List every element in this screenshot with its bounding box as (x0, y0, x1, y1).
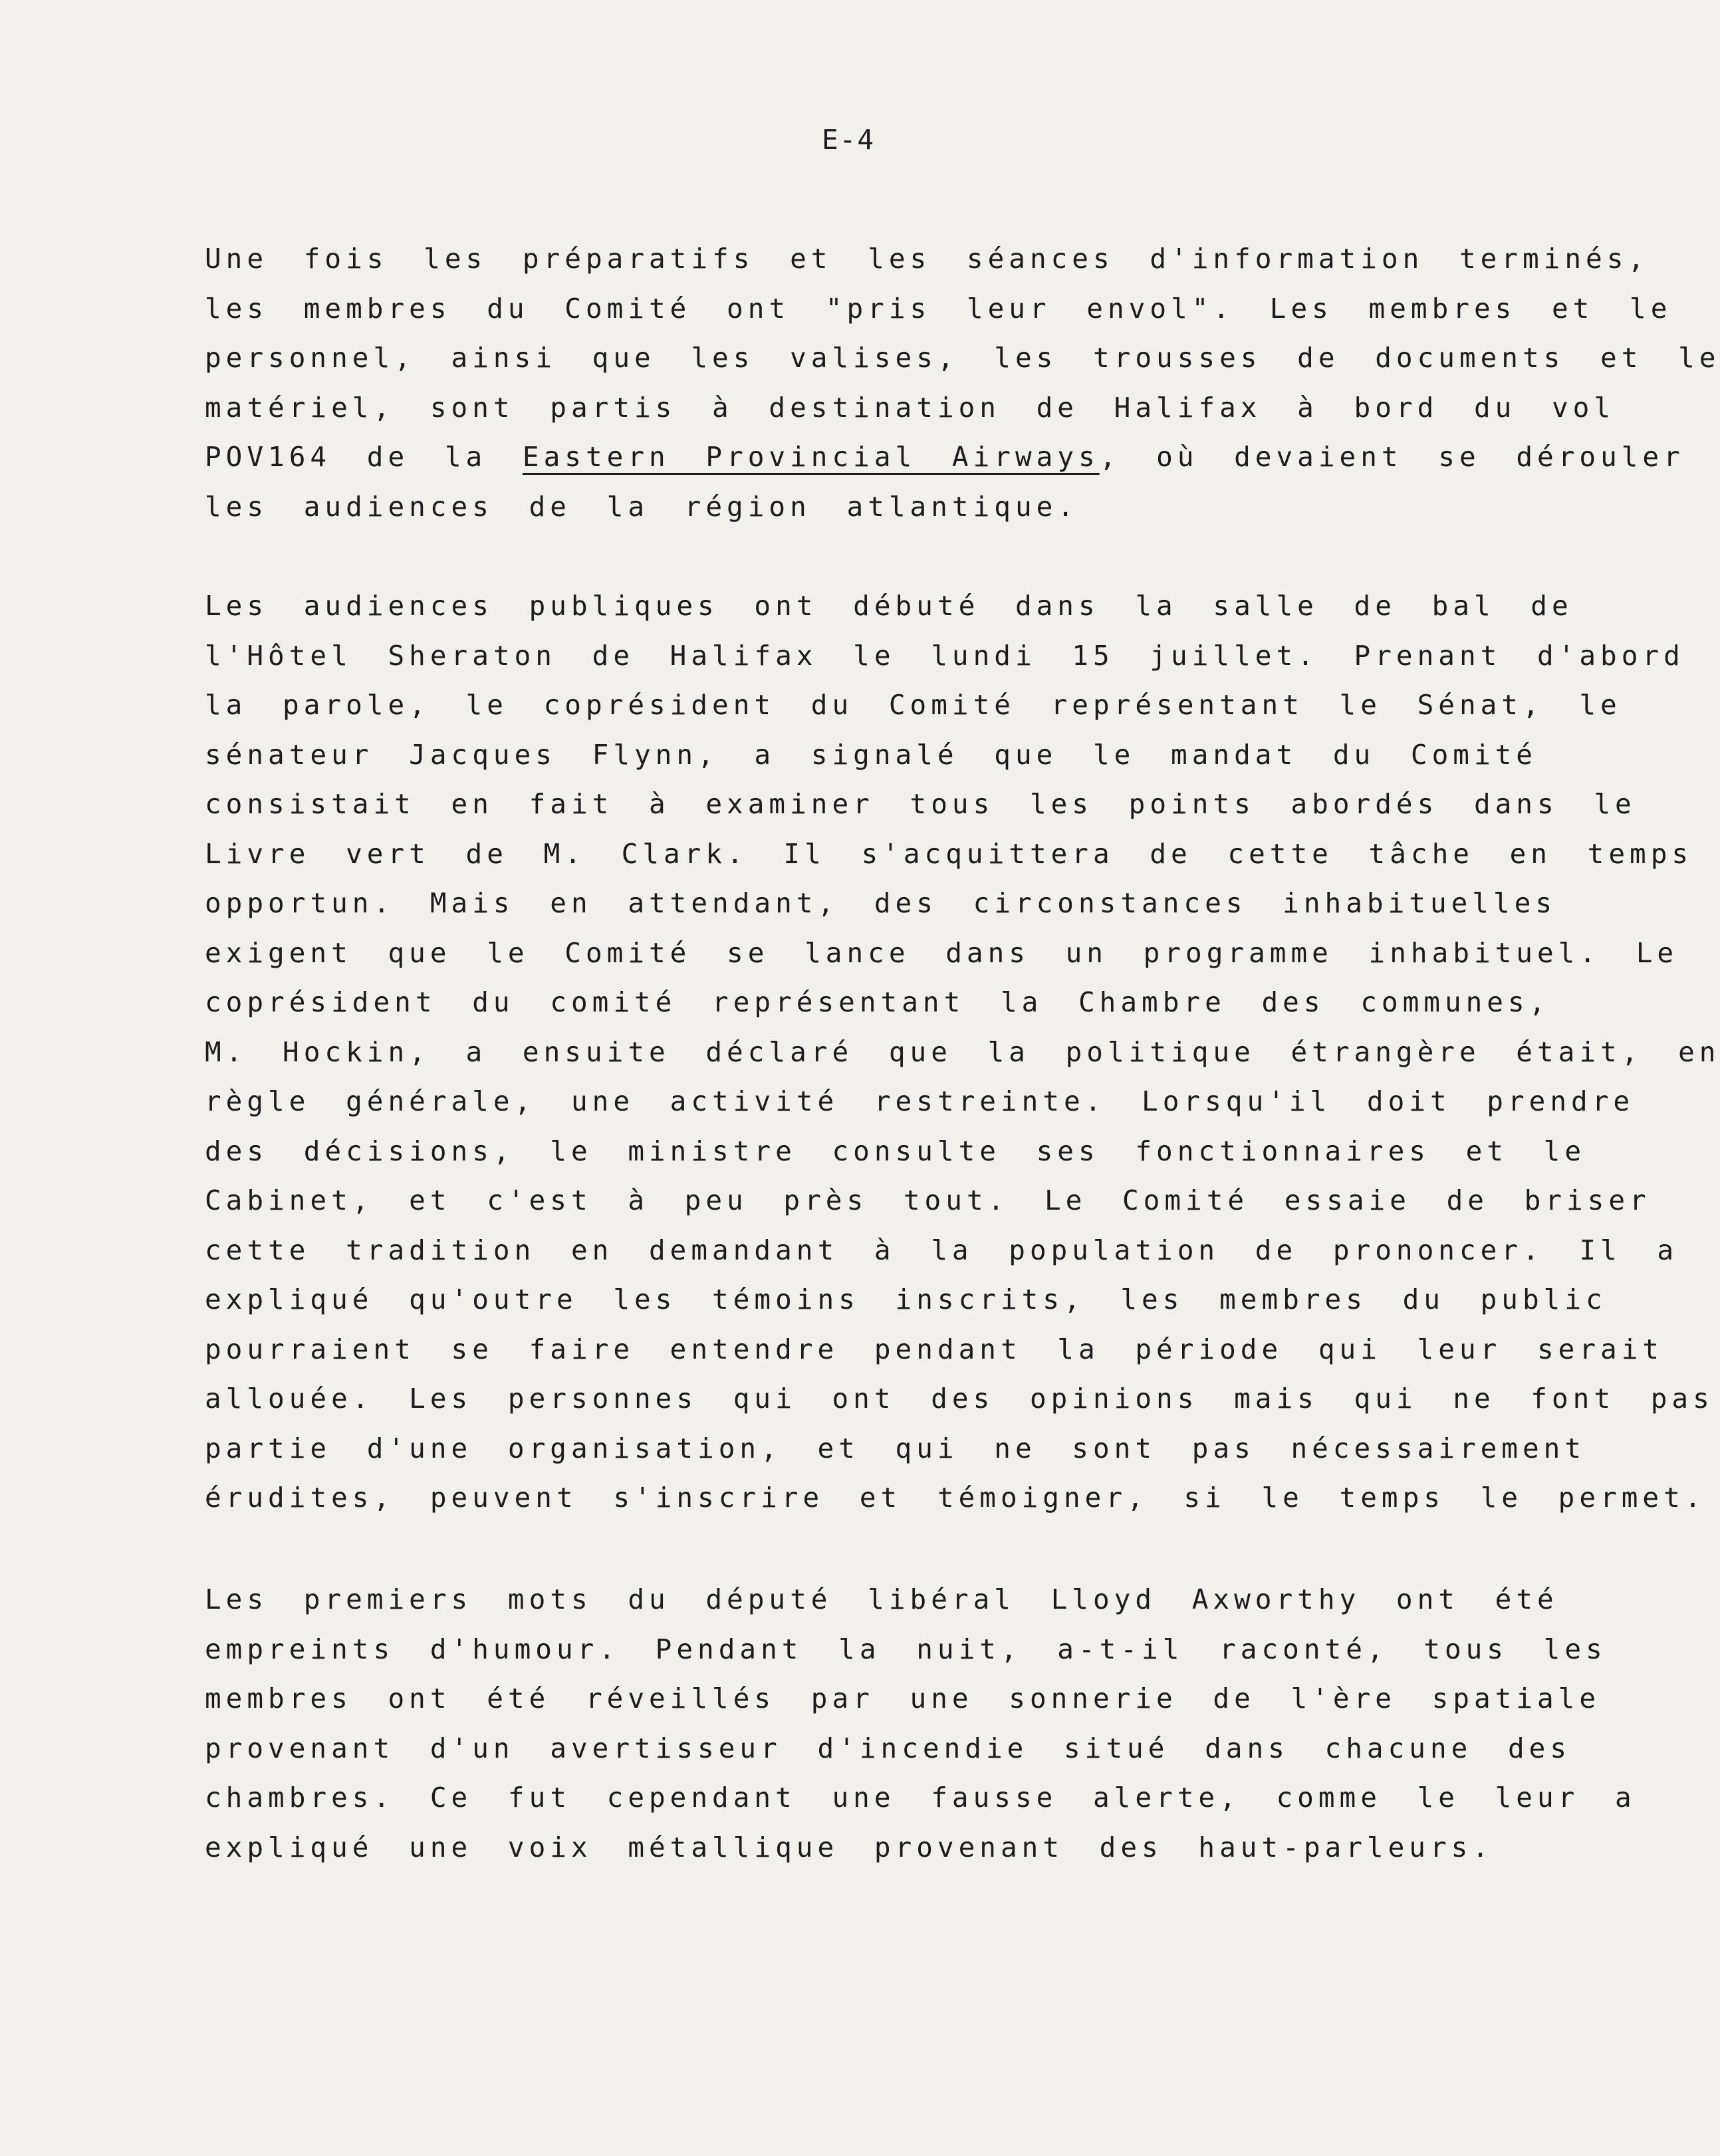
paragraph-departure (205, 234, 1720, 531)
text-line: expliqué qu'outre les témoins inscrits, les membres du public (205, 1283, 1607, 1315)
text-line: partie d'une organisation, et qui ne sont pas nécessairement (205, 1432, 1586, 1464)
text-line: opportun. Mais en attendant, des circonstances inhabituelles (205, 887, 1557, 919)
text-line (205, 432, 1685, 482)
text-line: les audiences de la région atlantique. (205, 490, 1078, 523)
text-line: matériel, sont partis à destination de Halifax à bord du vol (205, 391, 1616, 424)
text-line: membres ont été réveillés par une sonnerie de l'ère spatiale (205, 1683, 1601, 1714)
text-line: expliqué une voix métallique provenant des haut-parleurs. (205, 1831, 1493, 1863)
text-line-start: POV164 de la (205, 441, 523, 473)
text-line: exigent que le Comité se lance dans un programme inhabituel. Le (205, 936, 1679, 969)
text-line: Une fois les préparatifs et les séances d'information terminés, (205, 243, 1650, 275)
text-line: chambres. Ce fut cependant une fausse alerte, comme le leur a (205, 1782, 1636, 1814)
text-line: personnel, ainsi que les valises, les trousses de documents et le (205, 342, 1720, 374)
text-line: allouée. Les personnes qui ont des opinions mais qui ne font pas (205, 1383, 1714, 1415)
text-line: consistait en fait à examiner tous les points abordés dans le (205, 788, 1636, 820)
text-line: l'Hôtel Sheraton de Halifax le lundi 15 juillet. Prenant d'abord (205, 639, 1685, 672)
text-line: érudites, peuvent s'inscrire et témoigner, si le temps le permet. (205, 1482, 1706, 1514)
paragraph-hearings (205, 581, 1720, 1523)
text-line: provenant d'un avertisseur d'incendie situé dans chacune des (205, 1732, 1572, 1764)
text-line: Cabinet, et c'est à peu près tout. Le Comité essaie de briser (205, 1184, 1651, 1216)
text-line: coprésident du comité représentant la Chambre des communes, (205, 986, 1550, 1018)
text-line: empreints d'humour. Pendant la nuit, a-t-il raconté, tous les (205, 1633, 1607, 1665)
text-line: Les audiences publiques ont débuté dans la salle de bal de (205, 590, 1573, 622)
text-line: règle générale, une activité restreinte. Lorsqu'il doit prendre (205, 1085, 1635, 1117)
text-line: Livre vert de M. Clark. Il s'acquittera de cette tâche en temps (205, 837, 1693, 870)
text-line: les membres du Comité ont "pris leur envol". Les membres et le (205, 292, 1672, 325)
page-number: E-4 (822, 124, 876, 156)
text-line: M. Hockin, a ensuite déclaré que la politique étrangère était, en (205, 1035, 1720, 1068)
paragraph-axworthy (205, 1575, 1636, 1872)
text-line: sénateur Jacques Flynn, a signalé que le mandat du Comité (205, 738, 1537, 771)
text-line: pourraient se faire entendre pendant la période qui leur serait (205, 1333, 1664, 1365)
text-line: Les premiers mots du député libéral Lloyd Axworthy ont été (205, 1583, 1558, 1615)
text-line-end: , où devaient se dérouler (1099, 441, 1685, 473)
text-line: des décisions, le ministre consulte ses fonctionnaires et le (205, 1135, 1586, 1167)
text-line: cette tradition en demandant à la population de prononcer. Il a (205, 1234, 1679, 1266)
airline-name: Eastern Provincial Airways (522, 441, 1100, 473)
text-line: la parole, le coprésident du Comité représentant le Sénat, le (205, 689, 1622, 721)
